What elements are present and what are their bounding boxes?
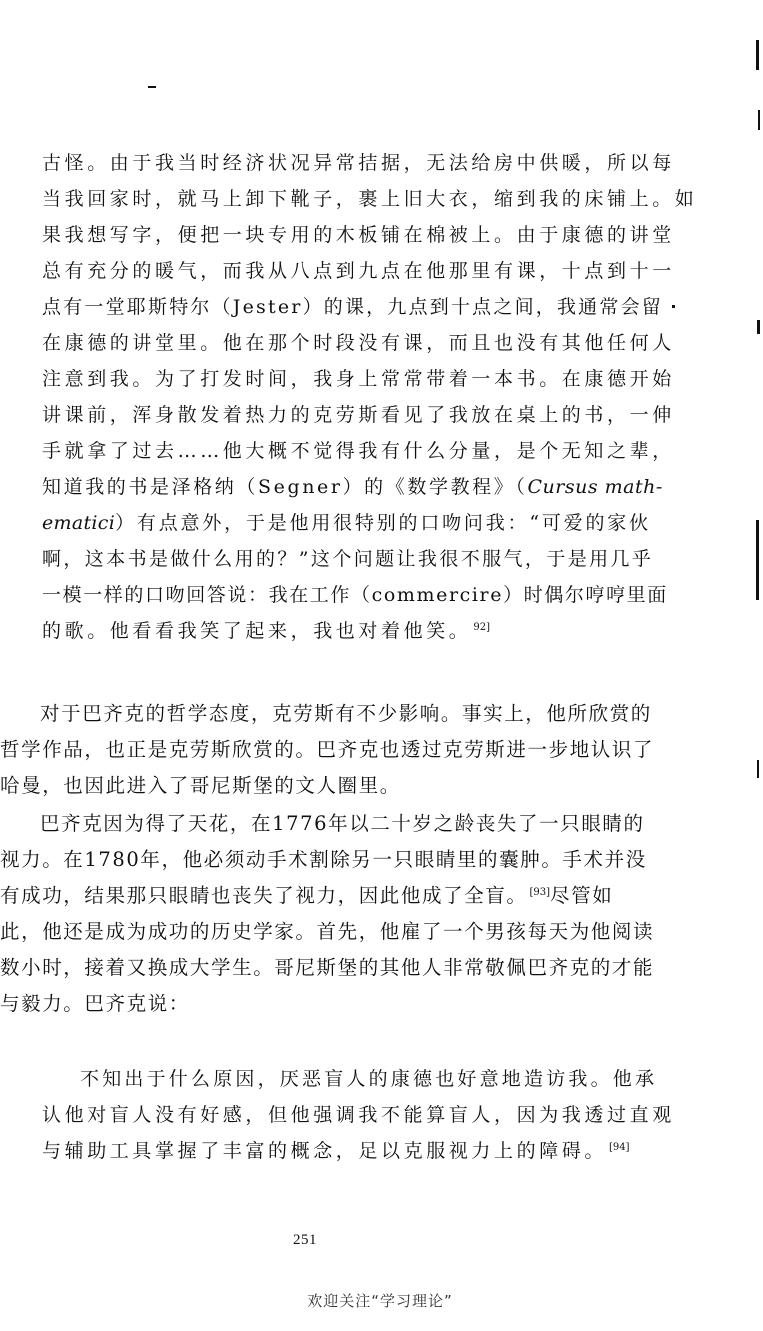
quote-line	[42, 508, 651, 535]
quote-line-text: 的歌。他看看我笑了起来，我也对着他笑。	[42, 620, 472, 642]
scan-edge-mark	[758, 110, 760, 130]
quote-line: 一模一样的口吻回答说：我在工作（commercire）时偶尔哼哼里面	[42, 584, 668, 606]
body-line: 视力。在1780年，他必须动手术割除另一只眼睛里的囊肿。手术并没	[0, 848, 647, 871]
quote-line: 在康德的讲堂里。他在那个时段没有课，而且也没有其他任何人	[42, 332, 675, 354]
footnote-ref: [94]	[609, 1141, 630, 1153]
body-line: 哈曼，也因此进入了哥尼斯堡的文人圈里。	[0, 774, 401, 797]
scan-edge-mark	[756, 520, 759, 600]
footnote-ref: 92]	[473, 621, 491, 633]
quote-line: 古怪。由于我当时经济状况异常拮据，无法给房中供暖，所以每	[42, 152, 675, 174]
body-line: 巴齐克因为得了天花，在1776年以二十岁之龄丧失了一只眼睛的	[40, 812, 645, 835]
body-line: 此，他还是成为成功的历史学家。首先，他雇了一个男孩每天为他阅读	[0, 920, 655, 943]
quote-line	[42, 616, 490, 643]
body-line-text: 尽管如	[550, 884, 614, 907]
body-line	[0, 880, 613, 908]
quote-line: 认他对盲人没有好感，但他强调我不能算盲人，因为我透过直观	[42, 1104, 675, 1126]
quote-line	[42, 472, 663, 499]
quote-line: 注意到我。为了打发时间，我身上常常带着一本书。在康德开始	[42, 368, 675, 390]
body-line: 对于巴齐克的哲学态度，克劳斯有不少影响。事实上，他所欣赏的	[40, 702, 652, 725]
book-title-italic: ematici	[42, 512, 116, 534]
body-line-text: 有成功，结果那只眼睛也丧失了视力，因此他成了全盲。	[0, 884, 528, 907]
scan-dot	[672, 305, 675, 308]
body-line: 数小时，接着又换成大学生。哥尼斯堡的其他人非常敬佩巴齐克的才能	[0, 956, 655, 979]
book-title-italic: Cursus math-	[527, 476, 663, 498]
quote-line: 讲课前，浑身散发着热力的克劳斯看见了我放在桌上的书，一伸	[42, 404, 675, 426]
footer-watermark: 欢迎关注“学习理论”	[307, 1292, 453, 1310]
quote-line-text: 知道我的书是泽格纳（Segner）的《数学教程》（	[42, 476, 528, 498]
body-line: 与毅力。巴齐克说：	[0, 992, 190, 1015]
quote-line	[42, 1136, 630, 1163]
quote-line: 总有充分的暖气，而我从八点到九点在他那里有课，十点到十一	[42, 260, 675, 282]
quote-line-text: ）有点意外，于是他用很特别的口吻问我：“可爱的家伙	[115, 512, 651, 534]
quote-line: 果我想写字，便把一块专用的木板铺在棉被上。由于康德的讲堂	[42, 224, 675, 246]
scan-dot	[148, 86, 156, 88]
scan-edge-mark	[757, 320, 760, 334]
quote-line-text: 与辅助工具掌握了丰富的概念，足以克服视力上的障碍。	[42, 1140, 608, 1162]
quote-line: 不知出于什么原因，厌恶盲人的康德也好意地造访我。他承	[80, 1068, 658, 1090]
scan-edge-mark	[756, 40, 759, 70]
body-line: 哲学作品，也正是克劳斯欣赏的。巴齐克也透过克劳斯进一步地认识了	[0, 738, 655, 761]
quote-line: 手就拿了过去……他大概不觉得我有什么分量，是个无知之辈，	[42, 440, 675, 462]
quote-line: 啊，这本书是做什么用的？”这个问题让我很不服气，于是用几乎	[42, 548, 654, 570]
footnote-ref: [93]	[529, 886, 551, 898]
page-number: 251	[293, 1232, 317, 1248]
quote-line: 点有一堂耶斯特尔（Jester）的课，九点到十点之间，我通常会留	[42, 296, 663, 318]
scan-edge-mark	[757, 760, 759, 778]
quote-line: 当我回家时，就马上卸下靴子，裹上旧大衣，缩到我的床铺上。如	[42, 188, 698, 210]
